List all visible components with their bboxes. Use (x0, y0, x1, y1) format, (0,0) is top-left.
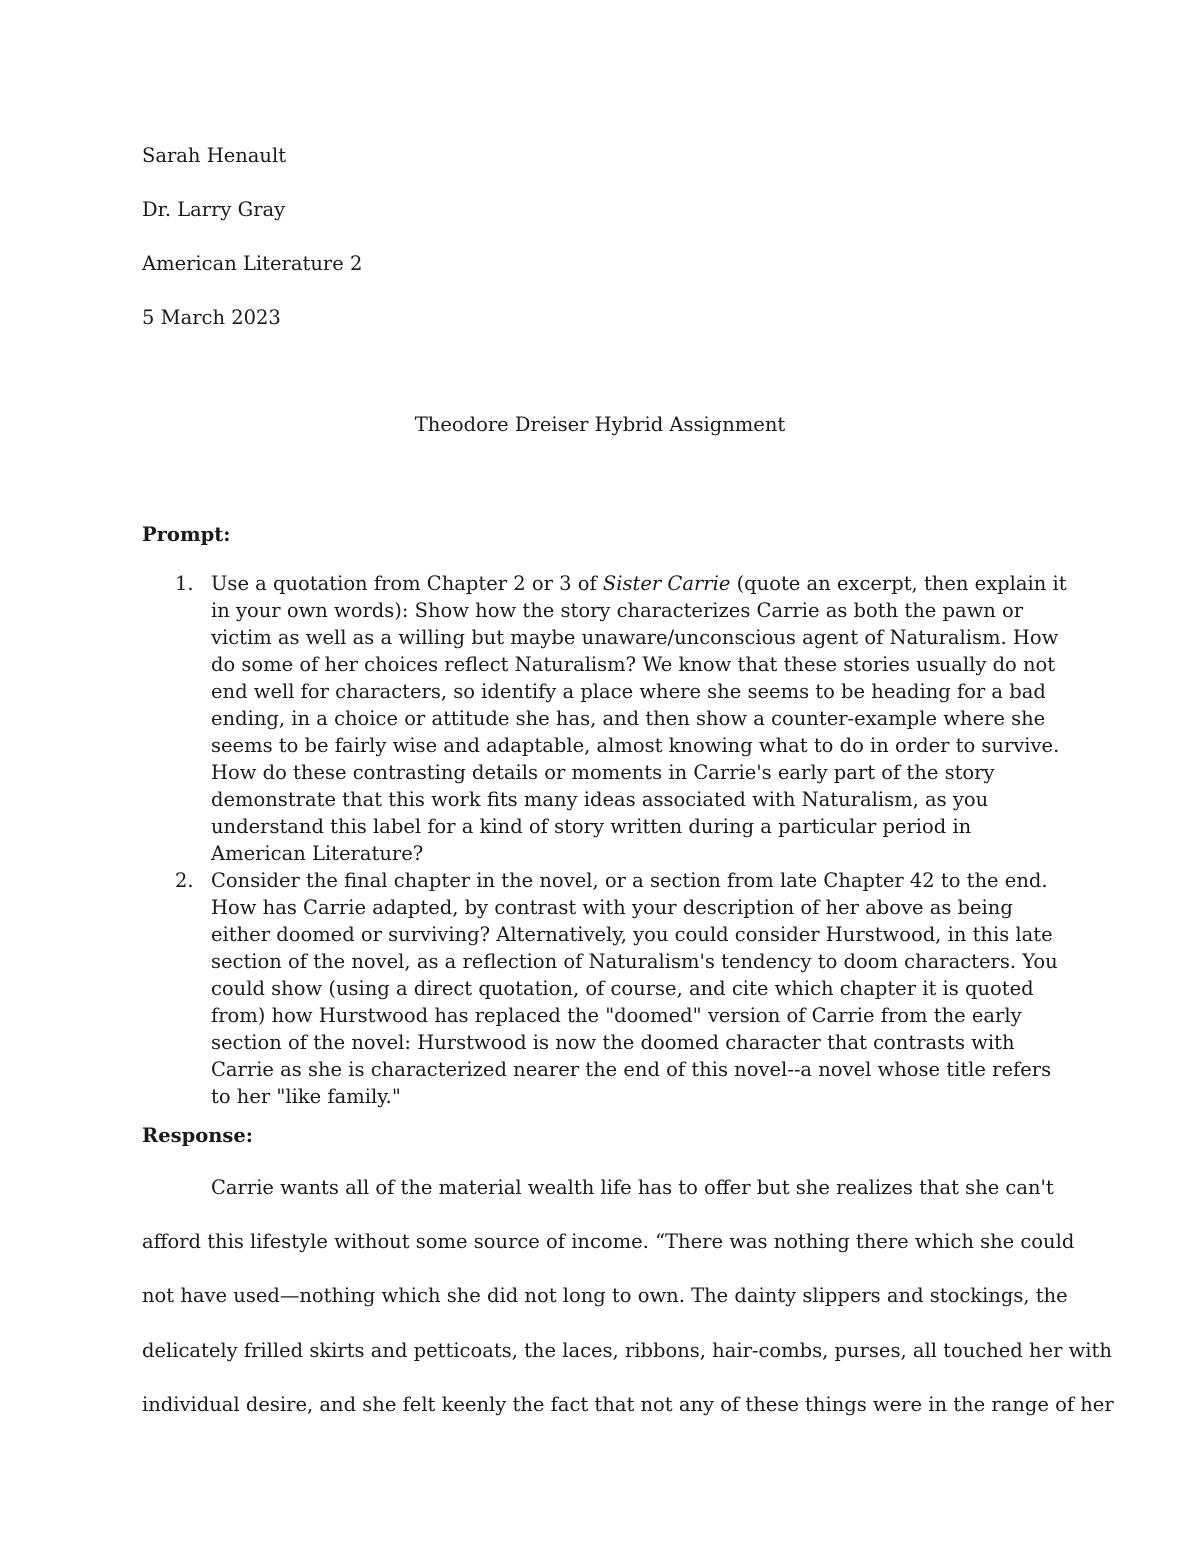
prompt-item-text-start: Use a quotation from Chapter 2 or 3 of (211, 572, 603, 595)
response-paragraph (142, 1161, 1114, 1432)
prompt-list (142, 570, 1072, 1110)
prompt-item-text-end: (quote an excerpt, then explain it in your own words): Show how the story characterizes Carrie as both the pawn or victim as well as a willing but maybe unaware/unconscious agent of Naturalism. How do some of her choices reflect Naturalism? We know that these stories usually do not end well for characters, so identify a place where she seems to be heading for a bad ending, in a choice or attitude she has, and then show a counter-example where she seems to be fairly wise and adaptable, almost knowing what to do in order to survive. How do these contrasting details or moments in Carrie's early part of the story demonstrate that this work fits many ideas associated with Naturalism, as you understand this label for a kind of story written during a particular period in American Literature? (211, 572, 1067, 865)
prompt-item-2 (142, 867, 1072, 1110)
response-line: not have used—nothing which she did not long to own. The dainty slippers and stockings, the (142, 1284, 1068, 1308)
book-title: Sister Carrie (602, 572, 731, 595)
prompt-item-number: 1. (175, 572, 194, 595)
response-line: afford this lifestyle without some source of income. “There was nothing there which she could (142, 1230, 1075, 1254)
prompt-item-number: 2. (175, 869, 194, 892)
response-line: individual desire, and she felt keenly the fact that not any of these things were in the range of her (142, 1392, 1114, 1416)
prompt-item-text: Consider the final chapter in the novel, or a section from late Chapter 42 to the end. How has Carrie adapted, by contrast with your description of her above as being either doomed or surviving? Alternatively, you could consider Hurstwood, in this late section of the novel, as a reflection of Naturalism's tendency to doom characters. You could show (using a direct quotation, of course, and cite which chapter it is quoted from) how Hurstwood has replaced the "doomed" version of Carrie from the early section of the novel: Hurstwood is now the doomed character that contrasts with Carrie as she is characterized nearer the end of this novel--a novel whose title refers to her "like family." (211, 869, 1058, 1108)
response-line: Carrie wants all of the material wealth life has to offer but she realizes that she can't (211, 1176, 1054, 1199)
document-title: Theodore Dreiser Hybrid Assignment (414, 413, 786, 436)
response-heading: Response: (142, 1124, 253, 1147)
instructor-name: Dr. Larry Gray (142, 198, 286, 221)
submission-date: 5 March 2023 (142, 306, 281, 329)
prompt-heading: Prompt: (142, 523, 231, 546)
course-name: American Literature 2 (142, 252, 363, 275)
student-name: Sarah Henault (142, 144, 287, 167)
response-line: delicately frilled skirts and petticoats, the laces, ribbons, hair-combs, purses, all touched her with (142, 1338, 1112, 1362)
prompt-item-1 (142, 570, 1072, 867)
